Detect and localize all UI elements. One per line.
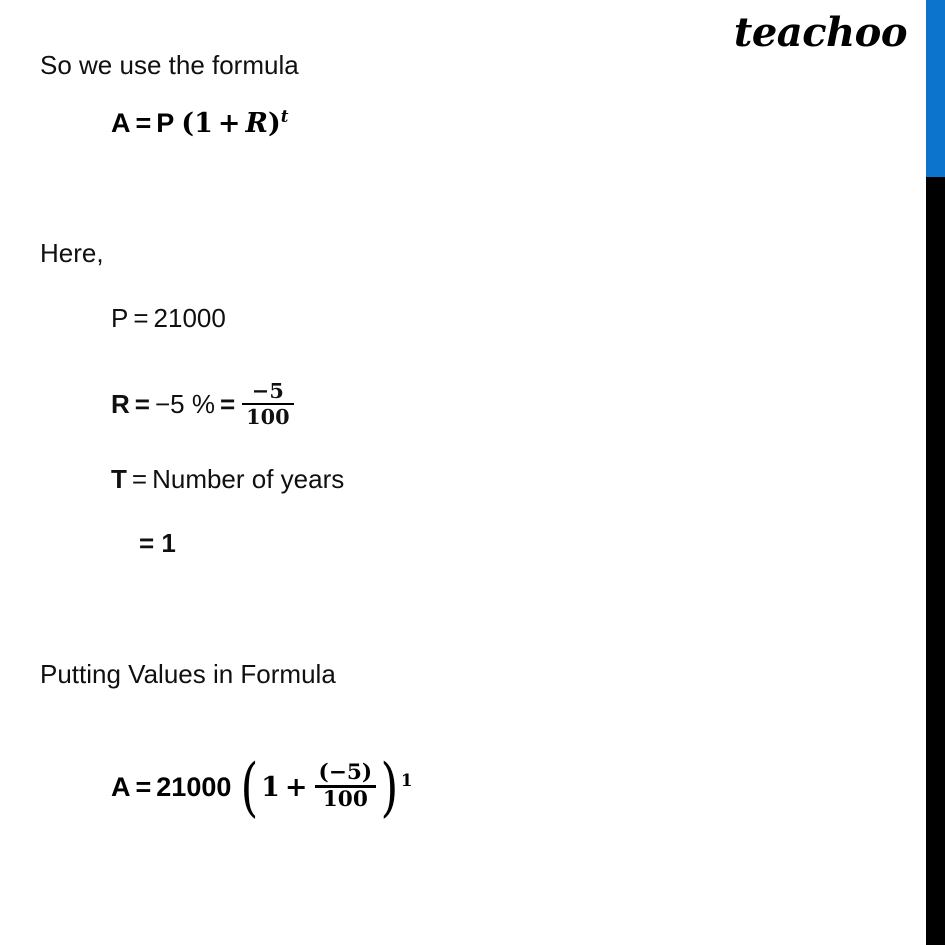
formula-substituted [111,750,413,824]
formula-substituted-fraction-numerator: (−5) [318,759,373,785]
given-rate-fraction [242,380,293,428]
given-principal-equals: = [133,303,149,333]
formula-substituted-principal-value: 21000 [156,772,232,803]
given-time-description: Number of years [152,464,345,494]
given-time-symbol: T [111,464,127,494]
formula-substituted-close-paren: ) [380,750,399,824]
given-rate-fraction-numerator: −5 [251,378,284,403]
given-rate-equals: = [134,388,150,419]
teachoo-logo: teachoo [733,9,907,56]
formula-substituted-one: 1 [261,772,280,804]
edge-accent-bar-blue [926,0,945,177]
formula-substituted-plus: + [284,772,308,804]
formula-general-one: 1 [194,108,213,139]
formula-substituted-fraction [315,759,377,812]
given-rate-percent-value: −5 % [154,388,215,419]
formula-general-lhs: A [111,108,131,138]
formula-general-exponent: t [280,106,289,126]
given-principal-value: 21000 [153,303,226,333]
intro-line: So we use the formula [40,50,299,80]
given-principal-symbol: P [111,303,129,333]
formula-substituted-lhs: A [111,772,131,803]
formula-general-open-paren: ( [181,108,195,139]
given-time [111,466,344,492]
given-time-equals: = [131,464,148,494]
formula-substituted-fraction-denominator: 100 [322,786,368,812]
formula-general-close-paren: ) [267,108,281,139]
formula-general-rate: R [245,108,268,139]
formula-substituted-exponent: 1 [400,770,413,791]
given-rate [111,378,296,430]
formula-substituted-open-paren: ( [240,750,259,824]
given-principal [111,305,226,331]
formula-general-principal: P [156,108,175,138]
formula-general-equals: = [135,108,152,138]
formula-general [111,106,289,139]
putting-values-label: Putting Values in Formula [40,659,336,689]
formula-general-plus: + [217,108,241,139]
formula-substituted-equals: = [135,772,152,803]
here-label: Here, [40,238,104,268]
given-time-value: = 1 [139,528,176,558]
given-rate-equals-2: = [219,388,236,419]
given-rate-fraction-denominator: 100 [246,404,290,430]
given-rate-symbol: R [111,388,130,419]
edge-accent-bar-black [926,177,945,945]
